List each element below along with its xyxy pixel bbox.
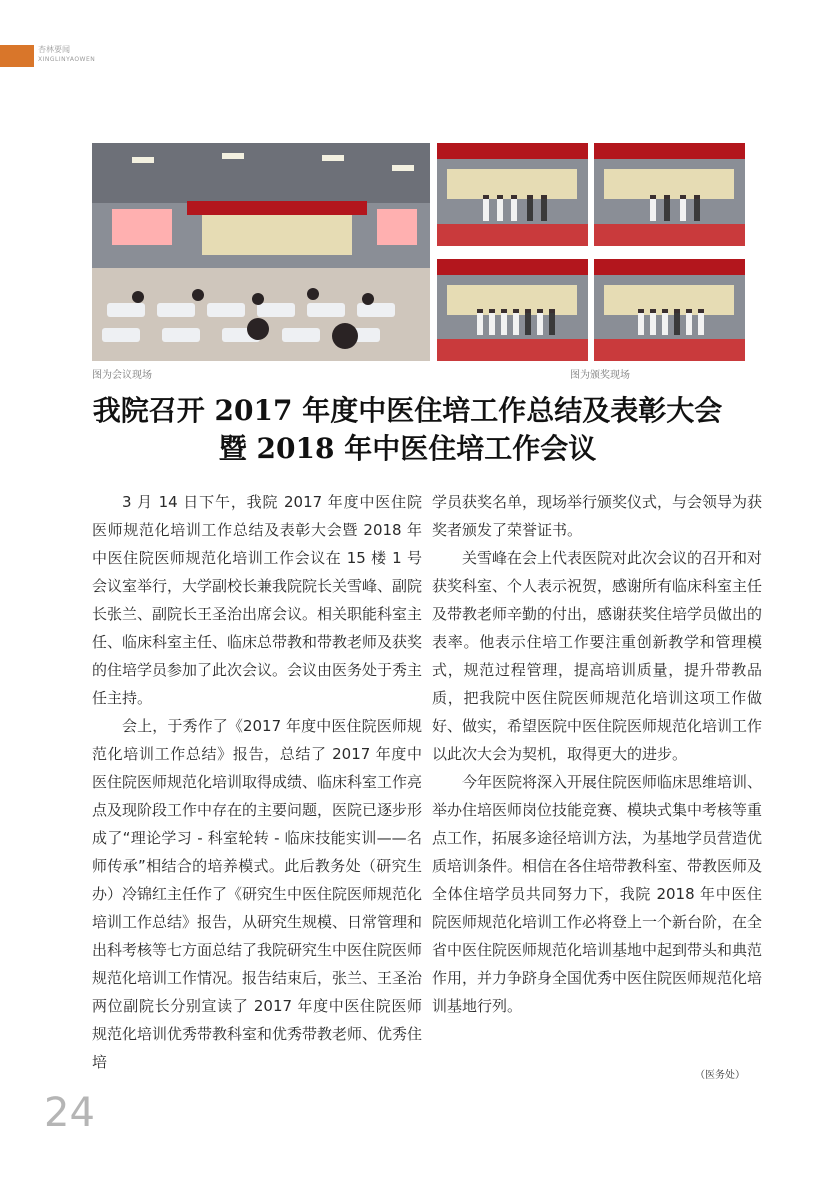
section-tab-bar [0, 45, 34, 67]
article-signature: （医务处） [695, 1070, 745, 1081]
section-title-cn: 杏林要闻 [38, 45, 70, 54]
article-column-left [92, 488, 422, 1076]
article-column-right [432, 488, 762, 1020]
award-photo-3 [437, 259, 588, 361]
award-photo-4 [594, 259, 745, 361]
page-number: 24 [44, 1090, 95, 1136]
caption-award: 图为颁奖现场 [570, 370, 630, 381]
section-title-en: XINGLINYAOWEN [38, 56, 96, 63]
paragraph: 会上，于秀作了《2017 年度中医住院医师规范化培训工作总结》报告，总结了 2017 年度中医住院医师规范化培训取得成绩、临床科室工作亮点及现阶段工作中存在的主要问题，医院已逐步形成了“理论学习 - 科室轮转 - 临床技能实训——名师传承”相结合的培养模式。此后教务处（研究生办）冷锦红主任作了《研究生中医住院医师规范化培训工作总结》报告，从研究生规模、日常管理和出科考核等七方面总结了我院研究生中医住院医师规范化培训工作情况。报告结束后，张兰、王圣治两位副院长分别宣读了 2017 年度中医住院医师规范化培训优秀带教科室和优秀带教老师、优秀住培 [92, 717, 423, 1071]
caption-meeting: 图为会议现场 [92, 370, 152, 381]
paragraph: 学员获奖名单，现场举行颁奖仪式，与会领导为获奖者颁发了荣誉证书。 [432, 493, 763, 539]
paragraph: 今年医院将深入开展住院医师临床思维培训、举办住培医师岗位技能竞赛、模块式集中考核等重点工作，拓展多途径培训方法，为基地学员营造优质培训条件。相信在各住培带教科室、带教医师及全体住培学员共同努力下，我院 2018 年中医住院医师规范化培训工作必将登上一个新台阶，在全省中医住院医师规范化培训基地中起到带头和典范作用，并力争跻身全国优秀中医住院医师规范化培训基地行列。 [432, 773, 763, 1015]
paragraph: 关雪峰在会上代表医院对此次会议的召开和对获奖科室、个人表示祝贺，感谢所有临床科室主任及带教老师辛勤的付出，感谢获奖住培学员做出的表率。他表示住培工作要注重创新教学和管理模式，规范过程管理，提高培训质量，提升带教品质，把我院中医住院医师规范化培训这项工作做好、做实，希望医院中医住院医师规范化培训工作以此次大会为契机，取得更大的进步。 [432, 549, 763, 763]
article-title-line1: 我院召开 2017 年度中医住培工作总结及表彰大会 [92, 394, 723, 427]
award-photo-2 [594, 143, 745, 246]
paragraph: 3 月 14 日下午，我院 2017 年度中医住院医师规范化培训工作总结及表彰大会暨 2018 年中医住院医师规范化培训工作会议在 15 楼 1 号会议室举行，大学副校长兼我院院长关雪峰、副院长张兰、副院长王圣治出席会议。相关职能科室主任、临床科室主任、临床总带教和带教老师及获奖的住培学员参加了此次会议。会议由医务处于秀主任主持。 [92, 493, 423, 707]
meeting-photo [92, 143, 430, 361]
award-photo-1 [437, 143, 588, 246]
article-title-line2: 暨 2018 年中医住培工作会议 [218, 432, 597, 465]
